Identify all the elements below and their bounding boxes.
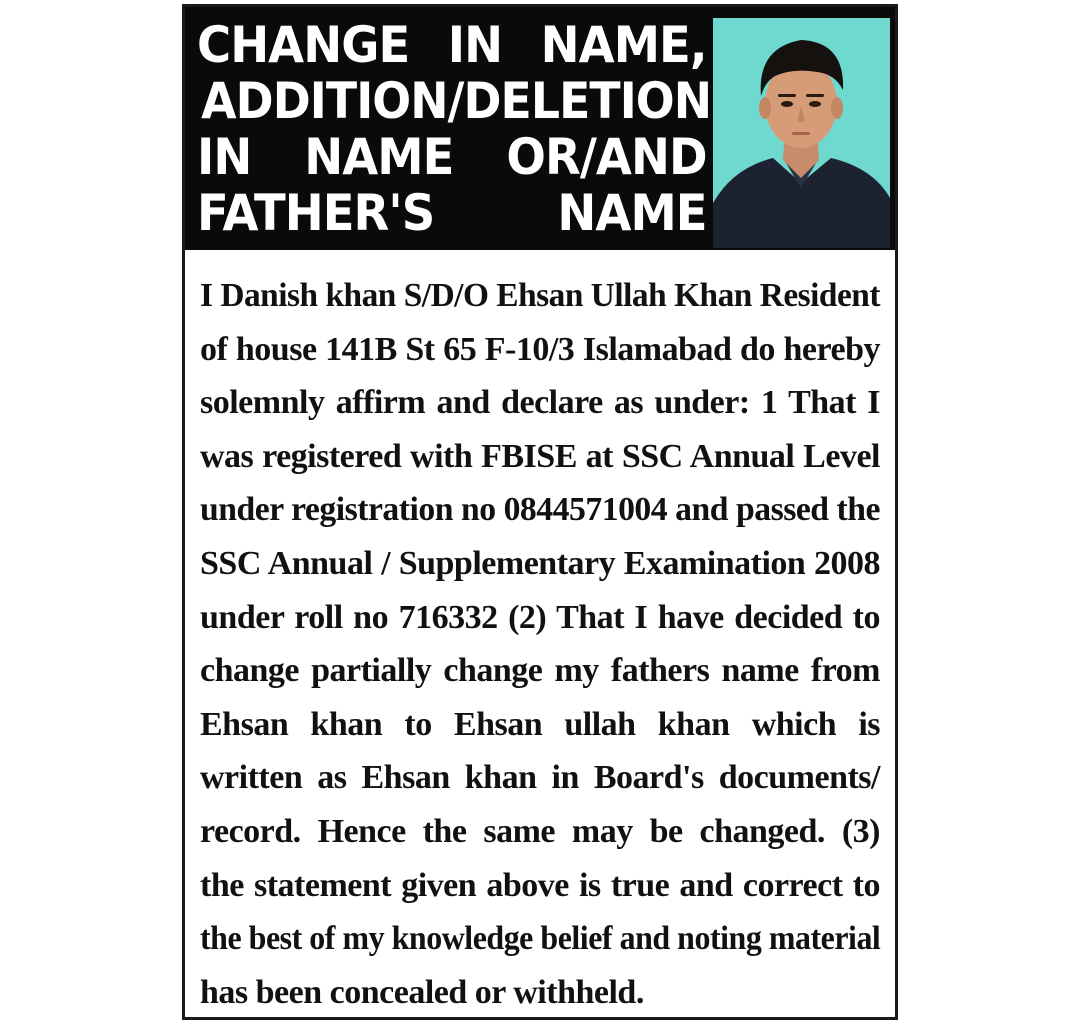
affidavit-line: Ehsan khan to Ehsan ullah khan which is [200,705,880,743]
affidavit-line: was registered with FBISE at SSC Annual Level [200,437,880,475]
affidavit-line: I Danish khan S/D/O Ehsan Ullah Khan Resident [200,277,880,314]
affidavit-line: the statement given above is true and correct to [200,866,880,904]
headline-line: FATHER'S NAME [197,184,707,242]
affidavit-line: has been concealed or withheld. [200,973,644,1011]
affidavit-line: written as Ehsan khan in Board's documents/ [200,759,880,797]
portrait-photo [713,18,890,248]
headline-line: CHANGE IN NAME, [197,16,707,74]
affidavit-line: change partially change my fathers name from [200,652,880,690]
affidavit-line: under roll no 716332 (2) That I have decided to [200,598,880,636]
affidavit-line: solemnly affirm and declare as under: 1 That I [200,384,880,422]
affidavit-text [200,269,880,1019]
headline-line: ADDITION/DELETION [201,72,712,130]
affidavit-line: record. Hence the same may be changed. (3) [200,812,880,850]
affidavit-line: of house 141B St 65 F-10/3 Islamabad do hereby [200,330,880,368]
name-change-notice [182,4,898,1020]
affidavit-line: the best of my knowledge belief and noting material [200,920,881,958]
affidavit-line: SSC Annual / Supplementary Examination 2008 [200,544,880,582]
notice-headline [197,16,712,242]
notice-header [185,7,895,250]
headline-line: IN NAME OR/AND [197,128,707,186]
affidavit-line: under registration no 0844571004 and passed the [200,491,880,529]
